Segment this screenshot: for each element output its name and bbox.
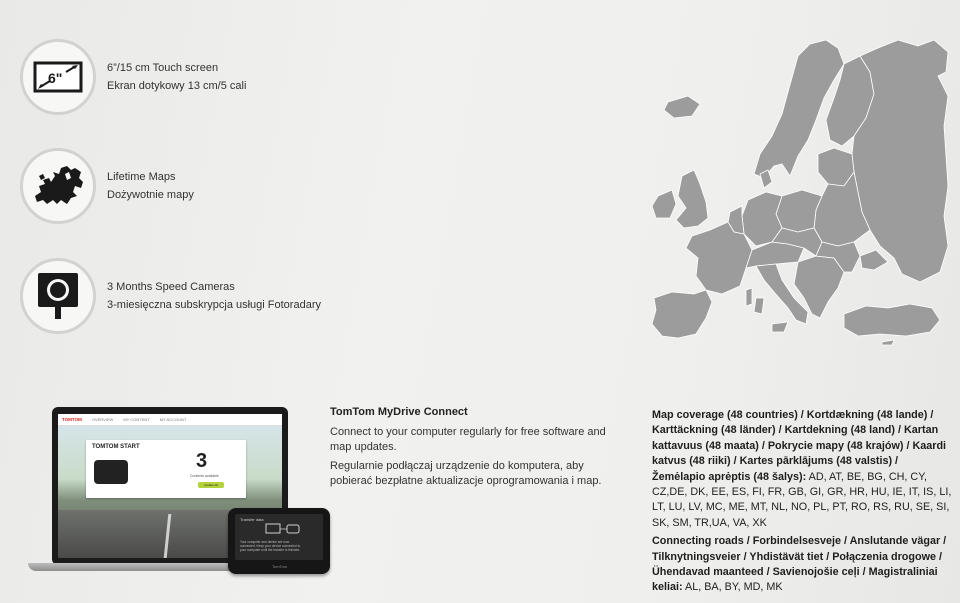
- mydrive-header: [58, 414, 282, 426]
- start-card-title: TOMTOM START: [92, 444, 140, 450]
- connection-icon: [265, 523, 301, 537]
- europe-coverage-map: [648, 36, 953, 346]
- screen-size-badge: [20, 39, 96, 115]
- device-brand: TomTom: [272, 564, 288, 569]
- feature-lifetime-maps: [20, 148, 194, 224]
- nav-my-account: MY ACCOUNT: [159, 417, 187, 422]
- device-screen-title: Transfer data: [240, 517, 264, 522]
- europe-map-graphic: [648, 36, 953, 346]
- europe-map-badge: [20, 148, 96, 224]
- screen-size-icon: [31, 57, 85, 97]
- feature-subtitle: Dożywotnie mapy: [107, 189, 194, 201]
- content-count: 3: [196, 450, 208, 472]
- europe-map-icon: [31, 164, 85, 208]
- feature-title: 6”/15 cm Touch screen: [107, 62, 219, 74]
- device-screen: [235, 514, 323, 560]
- tomtom-logo: TOMTOM: [62, 417, 82, 422]
- feature-title: Lifetime Maps: [107, 171, 176, 183]
- nav-overview: OVERVIEW: [91, 417, 114, 422]
- coverage-paragraph: [652, 408, 952, 531]
- roads-paragraph: [652, 534, 952, 596]
- feature-subtitle: Ekran dotykowy 13 cm/5 cali: [107, 80, 247, 92]
- feature-subtitle: 3-miesięczna subskrypcja usługi Fotoradary: [107, 299, 321, 311]
- map-coverage-section: [652, 408, 952, 596]
- feature-text: [107, 278, 321, 314]
- coverage-heading: Map coverage (48 countries) / Kortdækning (48 lande) / Karttäckning (48 länder) / Kartdekning (48 land) / Kartan kattavuus (48 maata) / Pokrycie mapy (48 krajów) / Kaardi katvus (48 riiki) / Kartes pārklājums (48 valstis) / Žemėlapio aprėptis (48 šalys):: [652, 409, 947, 483]
- laptop-illustration: [28, 405, 316, 575]
- mydrive-text-pl: Regularnie podłączaj urządzenie do komputera, aby pobierać bezpłatne aktualizacje oprogramowania i map.: [330, 460, 602, 487]
- mydrive-title: TomTom MyDrive Connect: [330, 406, 468, 418]
- speed-camera-badge: [20, 258, 96, 334]
- tomtom-device: [228, 508, 330, 574]
- roads-heading: Connecting roads / Forbindelsesveje / Anslutande vägar / Tilknytningsveier / Yhdistävät tiet / Połączenia drogowe / Ühendavad maanteed / Savienojošie ceļi / Magistraliniai keliai:: [652, 535, 947, 594]
- feature-title: 3 Months Speed Cameras: [107, 281, 235, 293]
- feature-speed-cameras: [20, 258, 321, 334]
- content-count-label: Contents available: [190, 474, 219, 478]
- roads-countries: AL, BA, BY, MD, MK: [682, 581, 783, 594]
- mydrive-text-en: Connect to your computer regularly for free software and map updates.: [330, 426, 606, 453]
- device-screen-text: Your computer and device are now connected. Keep your device connected to your computer until the transfer is finished.: [240, 540, 301, 552]
- tomtom-start-card: [86, 440, 246, 498]
- mini-device-image: [94, 460, 128, 484]
- screen-size-text: 6": [48, 70, 63, 86]
- mydrive-connect-section: [330, 405, 620, 493]
- speed-camera-icon: [36, 271, 80, 321]
- feature-text: [107, 168, 194, 204]
- feature-text: [107, 59, 246, 95]
- update-all-button: Update All: [198, 482, 224, 488]
- nav-my-content: MY CONTENT: [123, 417, 150, 422]
- feature-touch-screen: [20, 39, 246, 115]
- coverage-countries: AD, AT, BE, BG, CH, CY, CZ,DE, DK, EE, ES, FI, FR, GB, GI, GR, HR, HU, IE, IT, IS, LI, LT, LU, LV, MC, ME, MT, NL, NO, PL, PT, RO, RS, RU, SE, SI, SK, SM, TR,UA, VA, XK: [652, 470, 952, 529]
